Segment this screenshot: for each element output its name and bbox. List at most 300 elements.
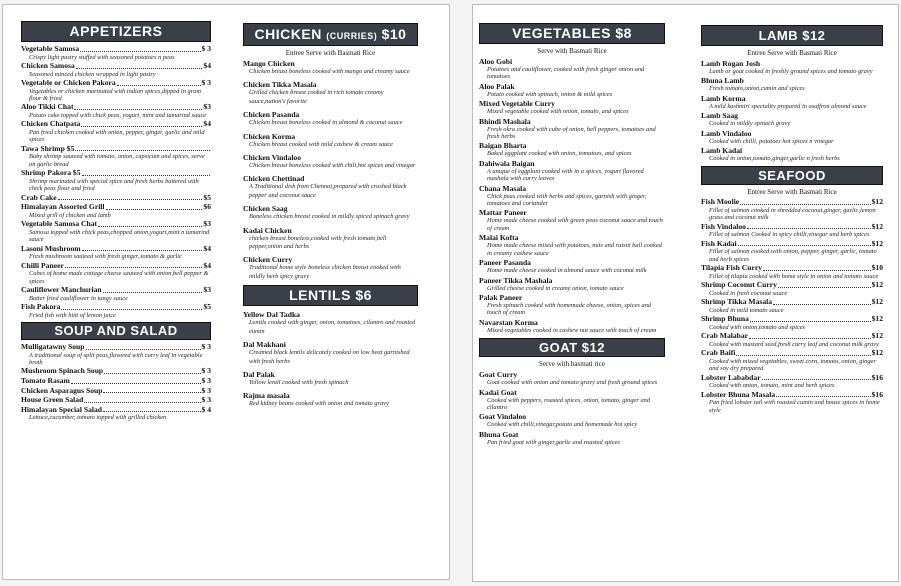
menu-item-description: Baked eggplant cooked with onion, tomatoes, and spices [487, 150, 632, 158]
menu-item-name: Lamb Kadai [701, 146, 743, 156]
dotted-leader [80, 45, 200, 52]
menu-item-description: Cooked with mustard seed,fresh curry leaf and coconut milk gravy [709, 340, 879, 348]
menu-item [21, 62, 211, 78]
menu-item [21, 220, 211, 243]
dotted-leader [65, 262, 203, 269]
menu-item [701, 298, 883, 314]
dotted-leader [738, 240, 871, 247]
menu-item-name: Chicken Tikka Masala [243, 80, 317, 90]
menu-item-price: $12 [871, 197, 883, 207]
menu-item-price: $12 [871, 297, 883, 307]
menu-item-price: $ 3 [201, 44, 211, 53]
dotted-leader [773, 298, 871, 305]
menu-item [243, 174, 418, 200]
menu-item-name: Bhuna Lamb [701, 76, 744, 86]
menu-item [21, 145, 211, 168]
menu-item [21, 406, 211, 422]
menu-item-name: Dahiwala Baigan [479, 158, 535, 168]
menu-item [243, 255, 418, 281]
menu-item-price: $3 [203, 219, 211, 229]
menu-item-description: Cooked in onion,tomato,ginger,garlic n fresh herbs [709, 155, 840, 163]
menu-item [243, 80, 418, 106]
menu-item-description: Home made cheese cooked with green peas coconut sauce and touch of cream [487, 217, 663, 232]
appetizer-list [21, 45, 211, 319]
menu-item-row [21, 145, 211, 154]
menu-item-row [21, 303, 211, 312]
menu-item-name: Mango Chicken [243, 59, 295, 68]
menu-item-name: Crab Cake [21, 192, 57, 202]
menu-item-description: Batter fried cauliflower in tangy sauce [29, 294, 128, 302]
dotted-leader [58, 194, 203, 201]
dotted-leader [74, 103, 202, 110]
menu-item-price: $16 [871, 389, 883, 399]
menu-item-row [701, 374, 883, 383]
appetizers-header: APPETIZERS [21, 21, 211, 42]
menu-item-price: $12 [871, 348, 883, 358]
menu-item-description: Fillet of salmon cooked with onion, pepper, ginger, garlic, tomato and herb spices [709, 248, 877, 263]
menu-item-description: Creamed black lentils delicately cooked on low heat garnished with fresh herbs [249, 349, 410, 365]
menu-item-name: Crab Malabar [701, 331, 749, 341]
menu-item-description: Traditional home style boneless chicken breast cooked with mildly herb spicy gravy [249, 264, 401, 280]
menu-item-description: Lettuce,cucumber, tomato topped with grilled chicken [29, 414, 167, 422]
menu-item-name: Navarstan Korma [479, 317, 538, 327]
menu-item-name: Mushroom Spinach Soup [21, 366, 104, 376]
menu-item-description: Mixed vegetable cooked with onion, tomato, and spices [487, 108, 629, 116]
menu-item-description: Crispy light pastry stuffed with seasoned potatoes n peas [29, 53, 175, 61]
menu-item-description: Mixed grill of chicken and lamb [29, 211, 111, 219]
menu-item-row [21, 220, 211, 229]
menu-item-name: Goat Curry [479, 370, 518, 380]
menu-page-right [472, 4, 899, 582]
menu-item [479, 117, 665, 141]
menu-item-name: Rajma masala [243, 391, 290, 401]
dotted-leader [778, 281, 871, 288]
menu-item-price: $5 [203, 302, 211, 312]
lamb-column [701, 5, 883, 415]
vegetables-list [479, 57, 665, 334]
menu-item [701, 111, 883, 127]
menu-item [701, 146, 883, 162]
menu-item-description: A mild kashmiri speciality prepared in asaffron almond sauce [709, 102, 867, 110]
menu-item-description: Lentils cooked with ginger, onion, tomatoes, cilantro and roasted cumin [249, 319, 416, 335]
goat-subtitle: Serve with basmati rice [539, 360, 605, 369]
menu-item [243, 59, 418, 76]
menu-item-price: $4 [203, 61, 211, 70]
menu-item-price: $ 3 [201, 376, 211, 386]
menu-item [243, 132, 418, 149]
menu-item-description: Chick peas cooked with herbs and spices, garnish with ginger, tomatoes and coriander [487, 192, 647, 208]
menu-item-price: $3 [203, 102, 211, 112]
menu-item-price: $ 3 [201, 366, 211, 376]
menu-item-row [21, 387, 211, 396]
menu-item-name: Paneer Pasanda [479, 258, 531, 268]
menu-item [479, 159, 665, 183]
lentils-list [243, 310, 418, 408]
menu-item [21, 377, 211, 386]
menu-item-name: Goat Vindaloo [479, 412, 527, 422]
menu-item-price: $4 [203, 243, 211, 253]
vegetables-header: VEGETABLES $8 [479, 23, 665, 44]
menu-item [479, 208, 665, 232]
menu-item-price: $12 [871, 221, 883, 231]
menu-item-description: Cubes of home made cottage cheese sauteed with onion,bell pepper & spices [29, 270, 209, 285]
menu-item-name: Vegetable Samosa [21, 44, 80, 53]
menu-item-name: Dal Makhani [243, 340, 286, 350]
menu-item-name: Lamb Vindaloo [701, 128, 752, 138]
seafood-subtitle: Entree Serve with Basmati Rice [747, 188, 837, 197]
menu-item-description: Fresh spinach cooked with homemade cheese, onion, spices and touch of cream [487, 301, 652, 317]
goat-header: GOAT $12 [479, 338, 665, 357]
menu-item-name: Crab Baifi [701, 348, 736, 358]
menu-item-name: Fish Vindaloo [701, 221, 746, 231]
menu-item-name: Aloo Tikki Chat [21, 102, 74, 112]
menu-item-row [701, 391, 883, 400]
menu-item-name: Mulligatawny Soup [21, 342, 85, 352]
menu-item [21, 343, 211, 366]
menu-item [479, 258, 665, 274]
menu-item [701, 223, 883, 239]
menu-item-row [701, 349, 883, 358]
chicken-subtitle: Entree Serve with Basmati Rice [285, 49, 376, 57]
menu-item [479, 99, 665, 115]
menu-item [21, 103, 211, 119]
menu-item-name: Chana Masala [479, 183, 527, 193]
menu-item-name: Malai Kofta [479, 233, 519, 243]
dotted-leader [750, 315, 871, 322]
menu-item-description: A Traditional dish from Chennai,prepared with crushed black pepper and coconut sauce [249, 183, 407, 199]
menu-item-name: Chicken Asparagus Soup [21, 385, 103, 395]
dotted-leader [740, 198, 870, 205]
menu-item-description: Fried fish with hint of lemon juice [29, 311, 116, 319]
menu-item [243, 153, 418, 170]
goat-list [479, 370, 665, 446]
menu-item-name: Shrimp Coconut Curry [701, 280, 777, 290]
menu-item-row [21, 367, 211, 376]
menu-item-name: Fish Kadai [701, 238, 737, 248]
menu-item-name: Himalayan Assorted Grill [21, 202, 105, 212]
lamb-subtitle: Entree Serve with Basmati Rice [747, 49, 837, 57]
menu-item-description: Chicken breast boneless cooked with mango and creamy sauce [249, 68, 410, 75]
menu-item [243, 391, 418, 408]
menu-item [243, 226, 418, 252]
menu-item-description: Cooked in mild tomato sauce [709, 306, 784, 314]
menu-item [479, 412, 665, 428]
menu-item [479, 141, 665, 157]
menu-item-row [21, 203, 211, 212]
dotted-leader [98, 220, 202, 227]
menu-item-row [701, 298, 883, 307]
menu-item-name: Dal Palak [243, 369, 275, 379]
menu-item-name: Himalayan Special Salad [21, 404, 103, 414]
menu-item-name: Lobster Bhuna Masala [701, 389, 776, 399]
menu-item-name: Chicken Curry [243, 255, 293, 265]
menu-item-name: Tomato Rasam [21, 376, 70, 386]
menu-item-row [21, 262, 211, 271]
menu-item [479, 184, 665, 208]
menu-item-name: Bhuna Goat [479, 429, 519, 439]
dotted-leader [106, 203, 203, 210]
menu-item-price: $12 [871, 331, 883, 341]
menu-item-row [701, 332, 883, 341]
menu-item [479, 233, 665, 257]
menu-item [243, 310, 418, 336]
menu-item [21, 396, 211, 405]
menu-item-name: Aloo Gobi [479, 57, 513, 66]
menu-item-row [21, 194, 211, 203]
menu-item-name: Lamb Korma [701, 93, 746, 103]
menu-item-description: Home made cheese mixed with potatoes, nuts and raisin ball cooked in creamy cashew sauce [487, 242, 662, 257]
menu-item-price: $10 [871, 263, 883, 273]
menu-item-description: Cooked with chilli,vinegar,potato and homemade hot spicy [487, 421, 638, 429]
menu-item-name: Mattar Paneer [479, 208, 527, 218]
menu-item-row [21, 245, 211, 254]
vegetables-subtitle: Serve with Basmati Rice [537, 47, 607, 55]
menu-item-row [21, 169, 211, 178]
menu-item-description: Shrimp marinated with special spice and fresh herbs battered with chick peas flour and fried [29, 177, 199, 193]
menu-item [21, 79, 211, 102]
menu-item-description: A traditional soup of split peas,flavored with curry leaf in vegetable broth [29, 351, 203, 367]
menu-item-name: Shrimp Pakora $5 [21, 168, 81, 178]
menu-item-description: Cooked in mildly spinach gravy [709, 120, 791, 128]
menu-item-price: $12 [871, 280, 883, 290]
menu-item-price: $ 3 [201, 395, 211, 405]
menu-item-name: Aloo Palak [479, 81, 515, 91]
menu-item-name: Lobster Lababdar [701, 372, 761, 382]
lentils-header: LENTILS $6 [243, 285, 418, 306]
menu-item [479, 57, 665, 81]
dotted-leader [71, 377, 201, 384]
menu-item [479, 388, 665, 412]
menu-item-name: House Green Salad [21, 395, 84, 405]
menu-item [21, 120, 211, 143]
menu-item-description: Lamb or goat cooked in freshly ground spices and tomato gravy [709, 68, 873, 75]
menu-item-name: Kadai Chicken [243, 225, 292, 235]
menu-item [21, 194, 211, 203]
menu-item-price: $5 [203, 192, 211, 202]
menu-item [701, 264, 883, 280]
menu-item-row [701, 264, 883, 273]
menu-item-description: Pan fried goat with ginger,garlic and roasted spices [487, 438, 620, 446]
menu-item-row [21, 45, 211, 54]
menu-item-row [21, 377, 211, 386]
menu-page-left [2, 4, 450, 580]
menu-item [243, 110, 418, 127]
menu-item-description: Vegetables or chicken marinated with indian spices,dipped in gram flour & fried [29, 87, 201, 102]
menu-item-description: Chicken breast boneless cooked with chili,hot spices and vinegar [249, 162, 416, 170]
menu-item [701, 391, 883, 414]
menu-item [479, 430, 665, 446]
menu-item-price: $ 4 [201, 404, 211, 414]
menu-item-name: Yellow Dal Tadka [243, 310, 300, 320]
menu-item-description: Cooked in fresh coconut sauce [709, 289, 788, 297]
menu-item [21, 245, 211, 261]
menu-item-description: Cooked with peppers, roasted spices, onion, tomato, ginger and cilantro [487, 396, 651, 411]
dotted-leader [61, 303, 202, 310]
menu-item [479, 293, 665, 317]
menu-item-name: Vegetable Samosa Chat [21, 219, 98, 229]
seafood-header: SEAFOOD [701, 166, 883, 185]
menu-item-name: Chicken Chettinad [243, 174, 305, 184]
dotted-leader [82, 245, 203, 252]
menu-item [479, 318, 665, 334]
menu-item-name: Chicken Korma [243, 131, 296, 141]
menu-item-name: Vegetable or Chicken Pakora [21, 78, 116, 87]
menu-item [21, 262, 211, 285]
dotted-leader [749, 332, 871, 339]
menu-item-row [21, 79, 211, 88]
dotted-leader [103, 286, 203, 293]
menu-item-description: Fillet of salmon cooked in shredded coconut,ginger, garlic,lemon grass and coconut milk [709, 207, 876, 222]
dotted-leader [75, 145, 210, 152]
menu-item [21, 387, 211, 396]
menu-item-description: A unique of eggplant cooked with in a spices, yogurt flavored mashala with curry leaves [487, 167, 644, 183]
dotted-leader [117, 79, 201, 86]
menu-item-name: Baigan Bharta [479, 141, 527, 151]
menu-item-price: $4 [203, 119, 211, 129]
menu-item-description: Fillet of tilapia cooked with home style in onion and tomato sauce [709, 272, 879, 280]
chicken-column [243, 5, 418, 413]
menu-item-description: Grilled cheese cooked in creamy onion, tomato sauce [487, 284, 624, 292]
menu-item-description: Pan fried lobster tail with roasted cumin and house spices in home style [709, 399, 880, 414]
dotted-leader [747, 223, 871, 230]
menu-item-description: Fillet of salmon Cooked in spicy chilli,vinegar and herb spices [709, 231, 870, 239]
dotted-leader [81, 120, 202, 127]
menu-item-row [21, 343, 211, 352]
menu-item-description: Cooked with onion, tomato, mint and herb spices [709, 382, 835, 390]
menu-item-price: $4 [203, 260, 211, 270]
menu-item-description: Grilled chicken breast cooked in rich tomato creamy sauce,nation's favorite [249, 89, 384, 105]
menu-item-description: chicken breast boneless,cooked with fresh tomato,bell pepper,onion and herbs [249, 234, 387, 251]
menu-item-name: Mixed Vegetable Curry [479, 99, 555, 109]
menu-item [243, 204, 418, 221]
menu-item-name: Tawa Shrimp $5 [21, 143, 75, 153]
chicken-title: CHICKEN [254, 26, 322, 42]
menu-item-price: $16 [871, 372, 883, 382]
menu-item-name: Bhindi Mashala [479, 116, 531, 126]
menu-item-row [701, 315, 883, 324]
dotted-leader [104, 367, 200, 374]
menu-item-description: Chicken breast boneless cooked in almond & coconut sauce [249, 119, 403, 127]
menu-item [701, 129, 883, 145]
dotted-leader [763, 264, 871, 271]
menu-item-description: Potato cooked with spinach, onion & mild spices [487, 90, 613, 98]
menu-item-name: Chicken Chatpata [21, 119, 81, 129]
menu-item-description: Potato cake topped with chick peas, yogurt, mint and tamarind sauce [29, 112, 207, 119]
dotted-leader [86, 343, 201, 350]
menu-item-name: Chicken Vindaloo [243, 153, 302, 163]
menu-item-description: Mixed vegetables cooked in cashew nut sauce with touch of cream [487, 326, 657, 334]
menu-item-description: Cooked with chilli, potatoes hot spices n vinegar [709, 137, 834, 145]
menu-item-price: $3 [203, 285, 211, 295]
menu-item-name: Tilapia Fish Curry [701, 263, 763, 273]
dotted-leader [776, 391, 870, 398]
menu-item [701, 349, 883, 372]
menu-item-price: $12 [871, 238, 883, 248]
menu-item [701, 332, 883, 348]
menu-item [243, 340, 418, 366]
menu-item-row [701, 198, 883, 207]
menu-item-row [21, 406, 211, 415]
menu-item-description: Cooked with mixed vegetables, sweet corn, tomato, onion, ginger and soy dry prepared [709, 357, 876, 373]
menu-item-name: Palak Paneer [479, 292, 523, 302]
dotted-leader [84, 396, 200, 403]
menu-item [21, 203, 211, 219]
menu-item-name: Lamb Saag [701, 111, 738, 121]
menu-item [21, 303, 211, 319]
dotted-leader [103, 406, 200, 413]
menu-item [701, 374, 883, 390]
menu-item-name: Fish Moolie [701, 197, 740, 207]
dotted-leader [76, 62, 203, 69]
menu-item-description: Seasoned minced chicken wrapped in light pastry [29, 70, 156, 78]
dotted-leader [82, 169, 211, 176]
menu-item-name: Chicken Pasanda [243, 110, 300, 120]
menu-item-name: Lasoni Mushroom [21, 243, 81, 253]
menu-item-description: Boneless chicken breast cooked in mildly spiced spinach gravy [249, 213, 410, 221]
menu-item-name: Cauliflower Manchurian [21, 285, 102, 295]
menu-item-description: Baby shrimp sauteed with tomato, onion, capsicum and spices, serve on garlic bread [29, 153, 205, 168]
chicken-list [243, 59, 418, 281]
menu-item-name: Lamb Rogan Josh [701, 59, 761, 68]
soup-salad-header: SOUP AND SALAD [21, 322, 211, 340]
menu-item [701, 315, 883, 331]
menu-item [701, 198, 883, 221]
menu-item-description: Yellow lentil cooked with fresh spinach [249, 378, 349, 386]
menu-item-name: Shrimp Tikka Masala [701, 297, 773, 307]
menu-item-description: Red kidney beans cooked with onion and tomato gravy [249, 400, 389, 408]
menu-item-description: Cooked with onion,tomato and spices [709, 323, 806, 331]
menu-item-name: Chicken Saag [243, 204, 288, 214]
menu-item [479, 276, 665, 292]
menu-item [479, 370, 665, 386]
menu-item [701, 240, 883, 263]
menu-item-name: Chilli Paneer [21, 260, 64, 270]
menu-item-row [21, 286, 211, 295]
lamb-list [701, 59, 883, 162]
menu-item [21, 169, 211, 192]
menu-item-price: $ 3 [201, 78, 211, 87]
menu-item [21, 367, 211, 376]
menu-item-row [21, 396, 211, 405]
menu-item [701, 94, 883, 110]
menu-item-name: Kadai Goat [479, 387, 517, 397]
menu-item-description: Potatoes and cauliflower, cooked with fresh ginger onion and tomatoes [487, 66, 645, 81]
menu-item-name: Paneer Tikka Mashala [479, 275, 553, 285]
chicken-header [243, 23, 418, 46]
menu-item [21, 286, 211, 302]
menu-item-description: Fresh okra cooked with cube of onion, bell peppers, tomatoes and fresh herbs [487, 125, 656, 141]
menu-item-row [701, 240, 883, 249]
menu-item [701, 281, 883, 297]
menu-item-description: Fresh tomato,onion,cumin and spices [709, 85, 805, 93]
menu-item [701, 59, 883, 75]
menu-item-description: Home made cheese cooked in almond sauce with coconut milk [487, 267, 647, 275]
menu-item-row [21, 120, 211, 129]
menu-item [479, 82, 665, 98]
menu-item [21, 45, 211, 61]
menu-item-name: Chicken Samosa [21, 61, 75, 70]
menu-item-description: Chicken breast cooked with mild cashew & cream sauce [249, 140, 393, 148]
dotted-leader [103, 387, 200, 394]
menu-item-row [701, 281, 883, 290]
menu-item-name: Fish Pakora [21, 302, 61, 312]
menu-item-description: Fresh mushroom sauteed with fresh ginger, tomato & garlic [29, 253, 182, 261]
menu-item-row [21, 62, 211, 71]
menu-item-description: Samosa topped with chick peas,chopped onion,yogurt,mint n tamarind sauce [29, 228, 210, 244]
soup-salad-list [21, 343, 211, 422]
menu-item-price: $ 3 [201, 342, 211, 352]
menu-item-description: Goat cooked with onion and tomato gravy and fresh ground spices [487, 379, 658, 387]
